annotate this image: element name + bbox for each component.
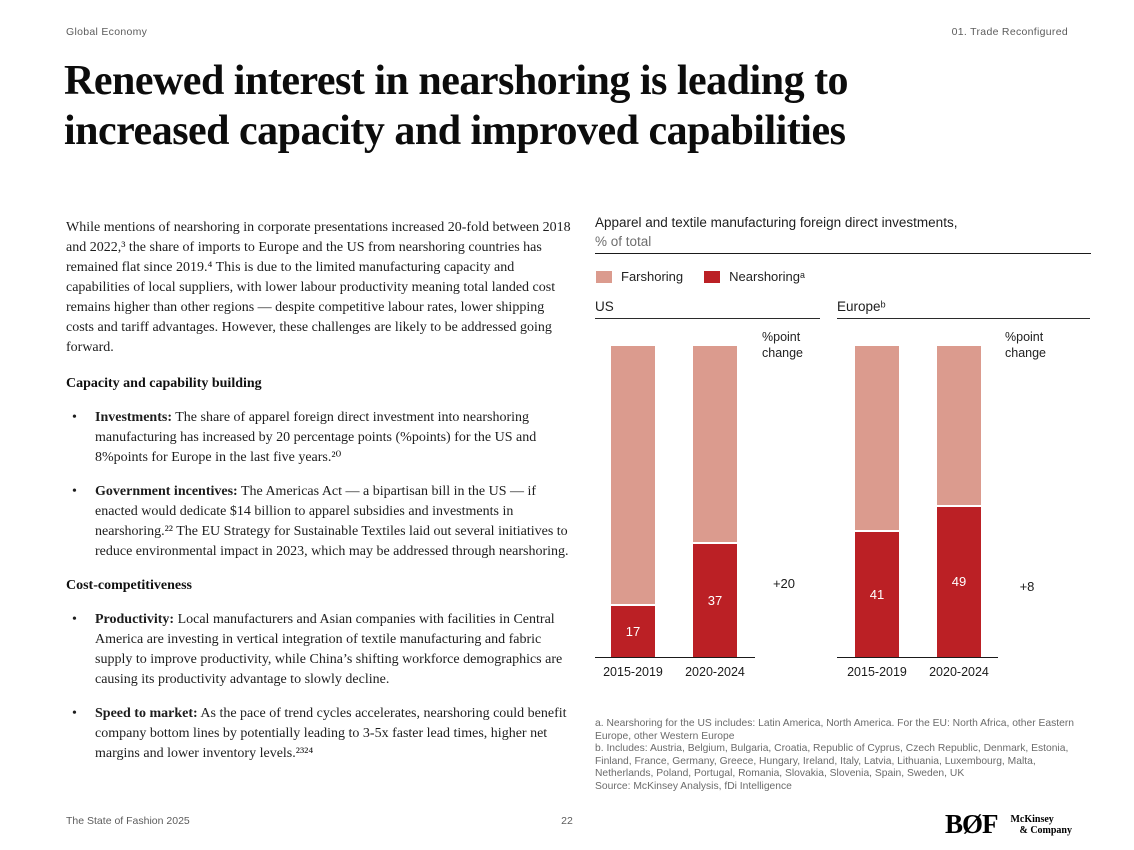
mckinsey-logo-line1: McKinsey <box>1010 813 1054 825</box>
bullet-productivity-text: Local manufacturers and Asian companies with facilities in Central America are investing in vertical integration of textile manufacturing and fabric supply to improve productivity, while China’s shifting workforce demographics are causing its productivity advantage to slowly decline. <box>95 612 563 687</box>
bof-logo: BØF <box>944 809 998 839</box>
legend-swatch-nearshoring <box>704 271 720 283</box>
source-line: Source: McKinsey Analysis, fDi Intelligence <box>595 780 792 792</box>
us-xtick-2020-2024: 2020-2024 <box>685 665 745 679</box>
header-section-label: Global Economy <box>66 26 148 38</box>
bullet-government-incentives-lead: Government incentives: <box>95 484 238 499</box>
us-change-header <box>762 329 803 361</box>
europe-xtick-2020-2024: 2020-2024 <box>929 665 989 679</box>
chart-divider-line <box>595 253 1091 254</box>
europe-change-header <box>1005 329 1046 361</box>
footnote-a: a. Nearshoring for the US includes: Latin America, North America. For the EU: North Africa, other Eastern Europe, other Western Europe <box>595 718 1075 742</box>
footer-logos <box>945 809 1072 840</box>
us-2020-2024-nearshoring-value: 37 <box>707 592 723 608</box>
footer-report-title: The State of Fashion 2025 <box>66 815 190 827</box>
europe-2015-2019-farshoring-segment <box>855 346 899 530</box>
article-column <box>66 218 574 778</box>
footer-page-number: 22 <box>561 815 573 827</box>
page-title-line1: Renewed interest in nearshoring is leading to <box>64 58 849 104</box>
page-title <box>64 56 1024 156</box>
europe-2020-2024-nearshoring-value: 49 <box>951 574 967 590</box>
us-change-header-line1: %point <box>762 330 801 344</box>
bullet-investments <box>66 408 574 468</box>
legend-label-nearshoring: Nearshoringᵃ <box>729 269 805 284</box>
bullet-investments-text: The share of apparel foreign direct investment into nearshoring manufacturing has increased by 20 percentage points (%points) for the US and 8%points for Europe in the last five years.²⁰ <box>95 410 537 465</box>
mckinsey-logo-line2: & Company <box>1019 824 1072 836</box>
bullet-government-incentives <box>66 482 574 562</box>
europe-2020-2024-nearshoring-segment <box>937 505 981 657</box>
chart-subtitle: % of total <box>595 234 652 249</box>
bullet-investments-lead: Investments: <box>95 410 172 425</box>
bullet-speed-to-market-text: As the pace of trend cycles accelerates, nearshoring could benefit company bottom lines by potentially leading to 3-5x faster lead times, higher net margins and lower inventory levels.²³²⁴ <box>95 706 567 761</box>
europe-x-axis <box>837 657 998 658</box>
europe-xtick-2015-2019: 2015-2019 <box>847 665 907 679</box>
us-2015-2019-farshoring-segment <box>611 346 655 604</box>
mckinsey-logo <box>1010 814 1072 836</box>
header-chapter-label: 01. Trade Reconfigured <box>951 26 1068 38</box>
intro-paragraph: While mentions of nearshoring in corporate presentations increased 20-fold between 2018 and 2022,³ the share of imports to Europe and the US from nearshoring countries has remained flat since 2019.⁴ This is due to the limited manufacturing capacity and capabilities of local suppliers, with lower labour productivity meaning total landed cost remains higher than other regions — despite competitive labour rates, lower shipping costs and tariff advantages. However, these challenges are likely to be addressed going forward. <box>66 220 571 355</box>
us-xtick-2015-2019: 2015-2019 <box>603 665 663 679</box>
us-2015-2019-nearshoring-segment <box>611 604 655 657</box>
chart-title: Apparel and textile manufacturing foreign direct investments, <box>595 215 958 230</box>
bullet-productivity-lead: Productivity: <box>95 612 175 627</box>
capacity-bullet-list <box>66 408 574 562</box>
us-2020-2024-farshoring-segment <box>693 346 737 542</box>
us-bar-2015-2019 <box>611 346 655 657</box>
us-2015-2019-nearshoring-value: 17 <box>625 624 641 640</box>
bullet-government-incentives-text: The Americas Act — a bipartisan bill in the US — if enacted would dedicate $14 billion to apparel subsidies and investments in nearshoring.²² The EU Strategy for Sustainable Textiles laid out several initiatives to reduce environmental impact in 2023, which may be addressed through nearshoring. <box>95 484 569 559</box>
fdi-chart <box>595 215 1091 820</box>
chart-footnotes <box>595 718 1091 794</box>
bullet-productivity <box>66 610 574 690</box>
section-heading-capacity: Capacity and capability building <box>66 376 262 391</box>
us-change-header-line2: change <box>762 346 804 360</box>
page-title-line2: increased capacity and improved capabilities <box>64 108 846 154</box>
europe-bar-2020-2024 <box>937 346 981 657</box>
subchart-europe-label: Europeᵇ <box>837 299 886 314</box>
europe-2015-2019-nearshoring-value: 41 <box>869 586 885 602</box>
bullet-speed-to-market <box>66 704 574 764</box>
bullet-speed-to-market-lead: Speed to market: <box>95 706 198 721</box>
subchart-europe-underline <box>837 318 1090 319</box>
subchart-us-label: US <box>595 299 614 314</box>
us-point-change-value: +20 <box>772 576 796 591</box>
subchart-us-underline <box>595 318 820 319</box>
footnote-b: b. Includes: Austria, Belgium, Bulgaria, Croatia, Republic of Cyprus, Czech Republic, Denmark, Estonia, Finland, France, Germany, Greece, Hungary, Ireland, Italy, Latvia, Lithuania, Luxembourg, Malta, Netherlands, Poland, Portugal, Romania, Slovakia, Slovenia, Spain, Sweden, UK <box>595 743 1069 780</box>
europe-change-header-line2: change <box>1005 346 1047 360</box>
cost-bullet-list <box>66 610 574 764</box>
section-heading-cost: Cost-competitiveness <box>66 578 192 593</box>
legend-label-farshoring: Farshoring <box>621 269 684 284</box>
europe-point-change-value: +8 <box>1019 579 1035 594</box>
chart-legend <box>596 269 805 284</box>
europe-2020-2024-farshoring-segment <box>937 346 981 505</box>
legend-swatch-farshoring <box>596 271 612 283</box>
us-bar-2020-2024 <box>693 346 737 657</box>
europe-bar-2015-2019 <box>855 346 899 657</box>
europe-2015-2019-nearshoring-segment <box>855 530 899 658</box>
europe-change-header-line1: %point <box>1005 330 1044 344</box>
us-x-axis <box>595 657 755 658</box>
us-2020-2024-nearshoring-segment <box>693 542 737 657</box>
